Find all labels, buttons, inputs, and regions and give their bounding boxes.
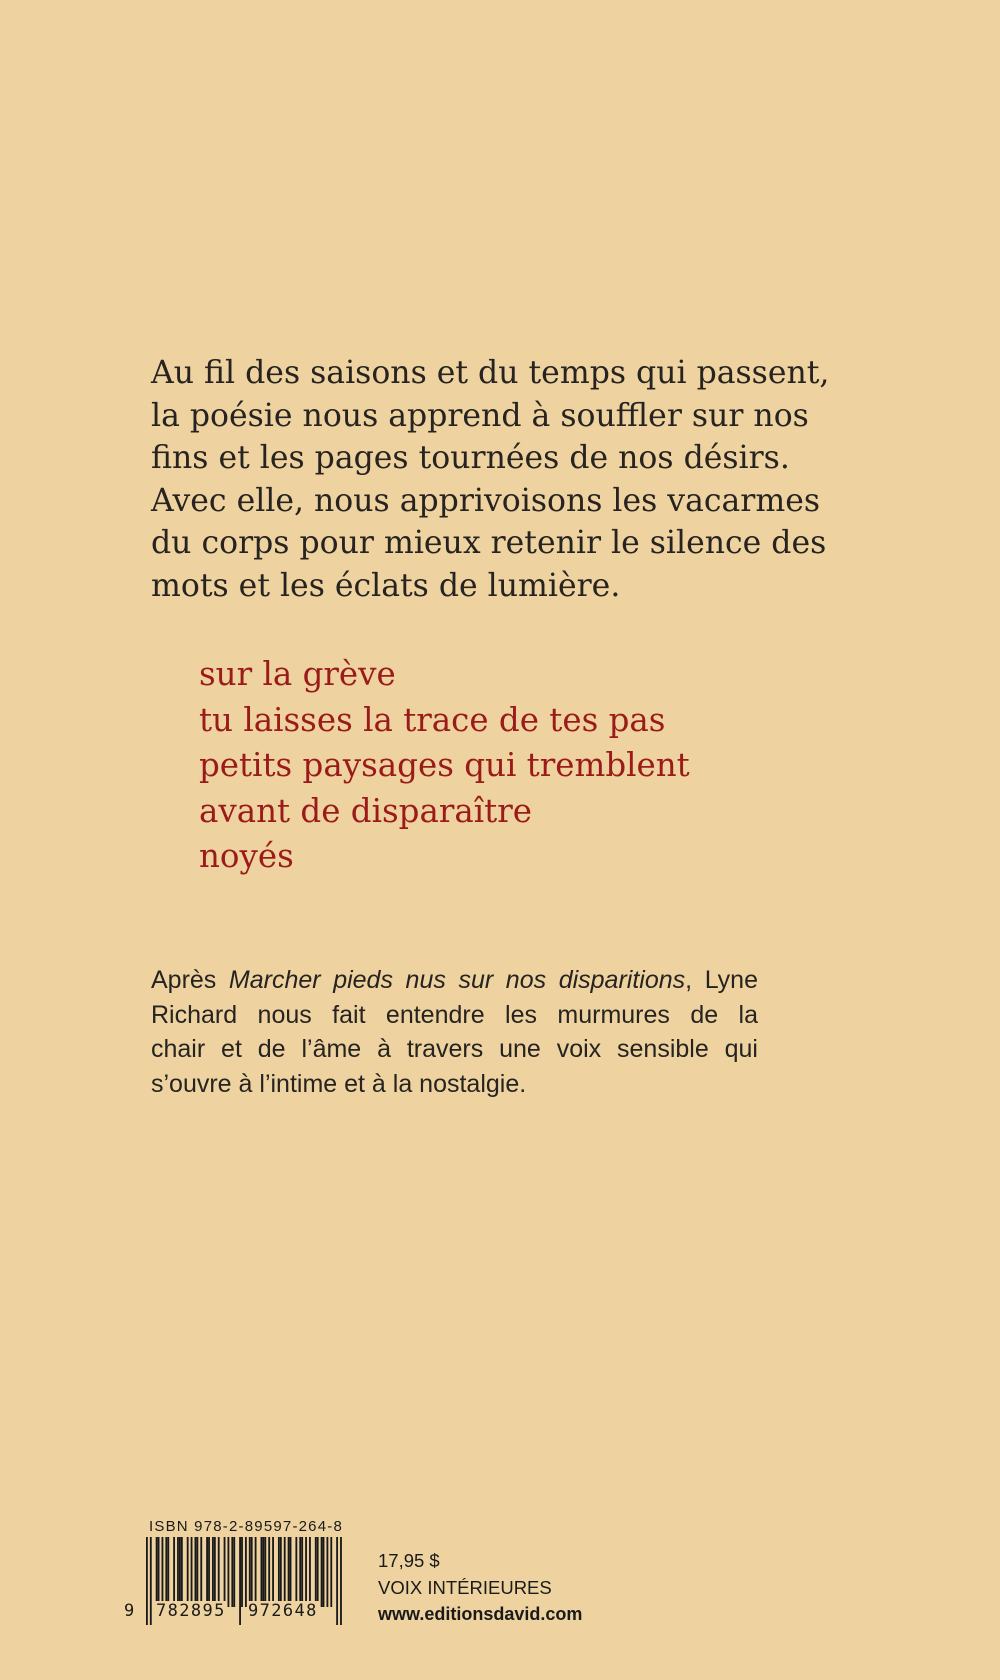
barcode-digits-right: 972648 (248, 1601, 318, 1621)
barcode-bar (224, 1537, 226, 1607)
intro-line: Au fil des saisons et du temps qui passent, (151, 355, 830, 391)
barcode-bar (233, 1537, 235, 1607)
barcode-bar (280, 1537, 282, 1607)
poem-verse: tu laisses la trace de tes pas (199, 700, 666, 739)
barcode-bar (317, 1537, 319, 1607)
intro-paragraph (151, 352, 830, 607)
barcode-bar (268, 1537, 270, 1607)
barcode-bar (228, 1537, 230, 1607)
barcode-bar (167, 1537, 169, 1607)
barcode-bar (321, 1537, 323, 1607)
barcode-bar (200, 1537, 202, 1607)
barcode-bar (336, 1537, 338, 1625)
barcode-bar (284, 1537, 286, 1607)
blurb-line: Richard nous fait entendre les murmures de la (151, 1000, 758, 1029)
barcode-bar (290, 1537, 292, 1607)
publisher-info (378, 1547, 582, 1628)
author-blurb (151, 963, 758, 1101)
barcode-bar (326, 1537, 328, 1607)
poem-verse: avant de disparaître (199, 791, 532, 830)
barcode-bar (245, 1537, 247, 1607)
barcode-bar (323, 1537, 325, 1607)
barcode-bar (299, 1537, 301, 1607)
barcode-bar (150, 1537, 152, 1625)
collection-name: VOIX INTÉRIEURES (378, 1577, 552, 1598)
barcode-bar (264, 1537, 266, 1607)
barcode-bar (255, 1537, 257, 1607)
intro-line: fins et les pages tournées de nos désirs. (151, 440, 790, 476)
previous-book-title: Marcher pieds nus sur nos disparitions (228, 966, 686, 994)
barcode-bar (165, 1537, 167, 1607)
blurb-suffix: , Lyne (685, 966, 758, 994)
barcode-digits-left: 782895 (156, 1601, 226, 1621)
barcode-bar (309, 1537, 311, 1607)
intro-line: du corps pour mieux retenir le silence des (151, 525, 827, 561)
poem-excerpt (199, 652, 690, 880)
poem-verse: noyés (199, 837, 294, 875)
poem-verse: sur la grève (199, 655, 396, 693)
barcode-bar (315, 1537, 317, 1607)
barcode-bar (295, 1537, 297, 1607)
barcode-bar (208, 1537, 210, 1607)
publisher-website: www.editionsdavid.com (378, 1604, 583, 1624)
barcode-bar (231, 1537, 233, 1607)
blurb-prefix: Après (151, 966, 229, 994)
blurb-line: chair et de l’âme à travers une voix sensible qui (151, 1035, 758, 1063)
barcode-bar (272, 1537, 274, 1607)
poem-verse: petits paysages qui tremblent (199, 746, 690, 784)
blurb-line: s’ouvre à l’intime et à la nostalgie. (151, 1069, 527, 1098)
barcode-bar (212, 1537, 214, 1607)
barcode-bar (340, 1537, 342, 1625)
barcode-bar (241, 1537, 243, 1607)
barcode-bar (191, 1537, 193, 1607)
intro-line: la poésie nous apprend à souffler sur nos (151, 397, 809, 434)
barcode-bar (214, 1537, 216, 1607)
barcode-bar (206, 1537, 208, 1607)
barcode-bar (262, 1537, 264, 1607)
barcode-bar (288, 1537, 290, 1607)
barcode-bar (181, 1537, 183, 1607)
barcode-bar (179, 1537, 181, 1607)
barcode-bar (218, 1537, 220, 1607)
barcode-bar (196, 1537, 198, 1607)
barcode-bar (261, 1537, 263, 1607)
barcode-bar (305, 1537, 307, 1607)
barcode-bar (158, 1537, 160, 1607)
barcode-bar (146, 1537, 148, 1625)
barcode-bar (187, 1537, 189, 1607)
price: 17,95 $ (378, 1550, 440, 1571)
intro-line: Avec elle, nous apprivoisons les vacarmes (151, 482, 821, 519)
barcode-bar (330, 1537, 332, 1607)
isbn-label: ISBN 978-2-89597-264-8 (149, 1518, 344, 1535)
barcode-bar (301, 1537, 303, 1607)
barcode-bar (251, 1537, 253, 1607)
barcode-bar (162, 1537, 164, 1607)
barcode-bar (173, 1537, 175, 1607)
barcode-bar (195, 1537, 197, 1607)
barcode-bar (156, 1537, 158, 1607)
barcode-bar (239, 1537, 241, 1625)
intro-line: mots et les éclats de lumière. (151, 567, 621, 604)
barcode-bar (278, 1537, 280, 1607)
barcode-bar (249, 1537, 251, 1607)
barcode-digit-first: 9 (124, 1601, 135, 1621)
barcode-bar (177, 1537, 179, 1607)
blurb-line (151, 963, 758, 998)
